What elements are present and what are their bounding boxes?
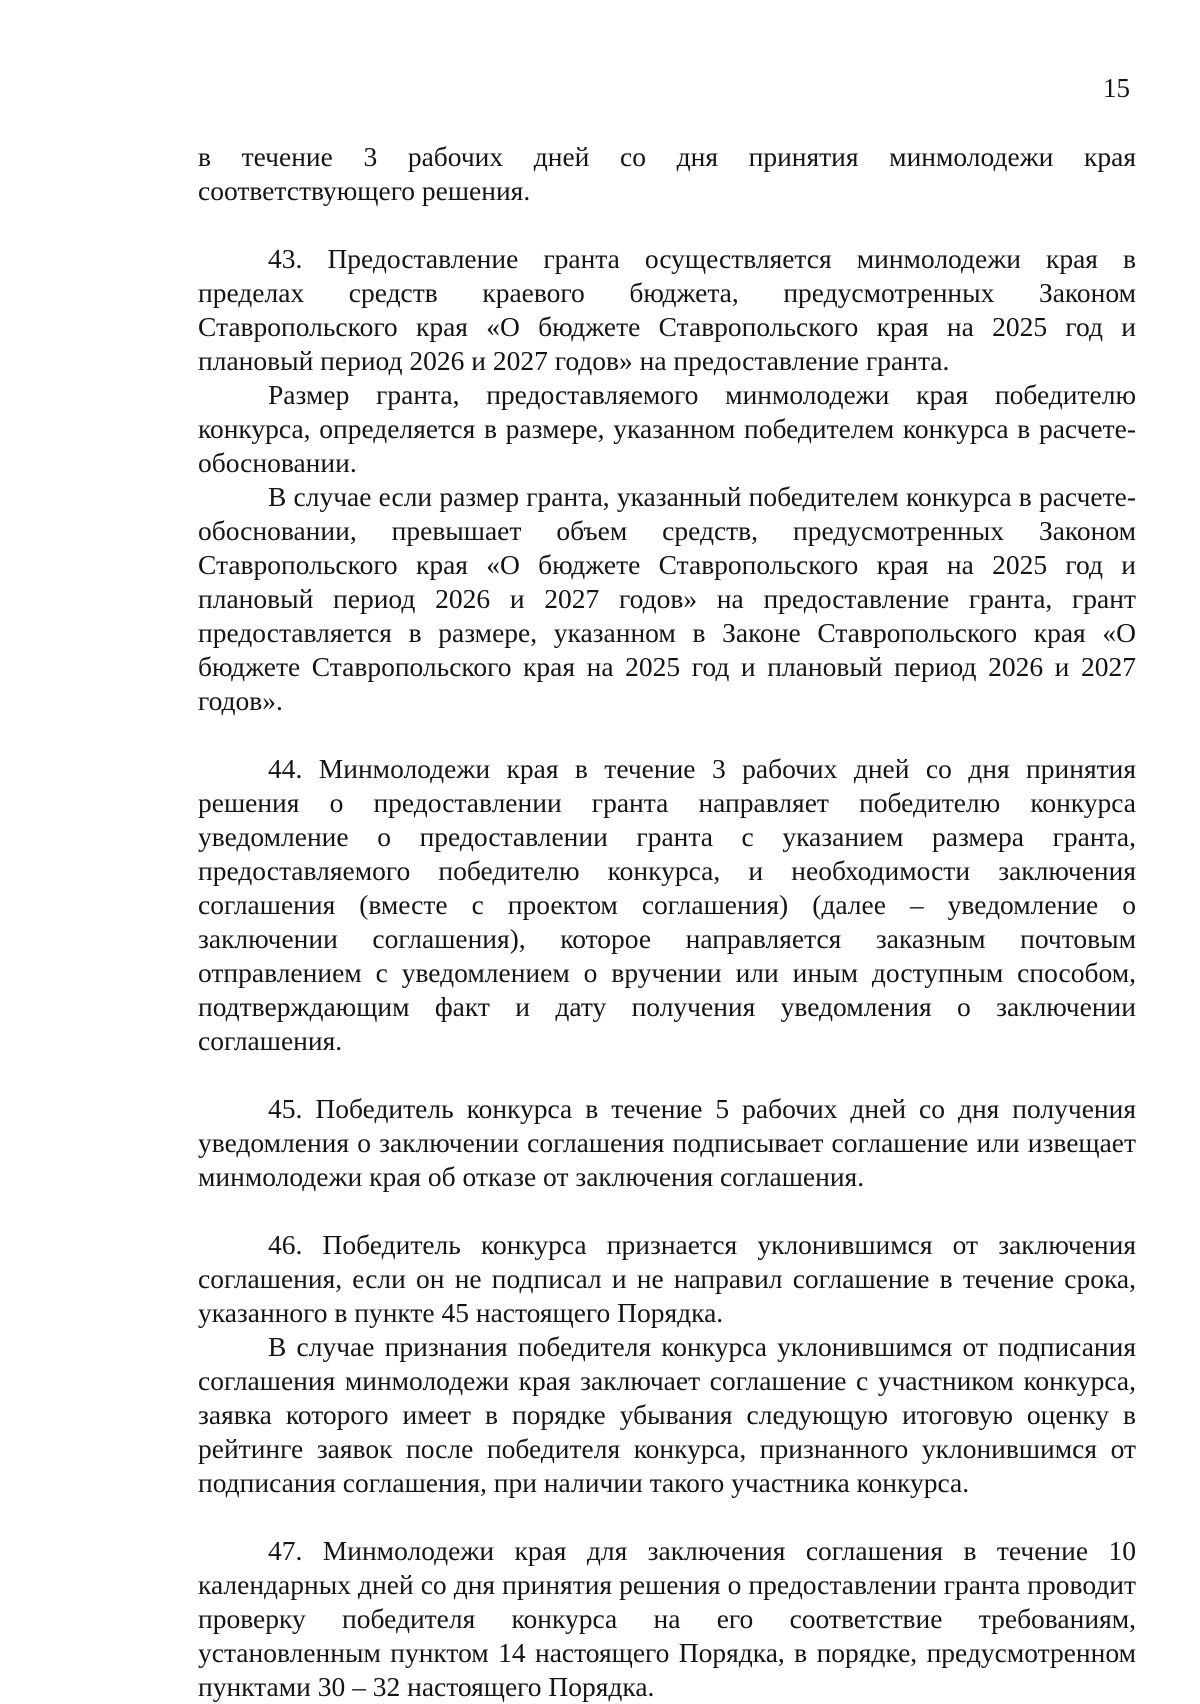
paragraph-46-evasion: В случае признания победителя конкурса уклонившимся от подписания соглашения минмолодежи края заключает соглашение с участником конкурса, заявка которого имеет в порядке убывания следующую итоговую оценку в рейтинге заявок после победителя конкурса, признанного уклонившимся от подписания соглашения, при наличии такого участника конкурса.: [198, 1331, 1136, 1498]
page-number: 15: [1103, 73, 1130, 103]
paragraph-43: 43. Предоставление гранта осуществляется минмолодежи края в пределах средств краевого бюджета, предусмотренных Законом Ставропольского края «О бюджете Ставропольского края на 2025 год и плановый период 2026 и 2027 годов» на предоставление гранта.: [198, 243, 1136, 376]
paragraph-47: 47. Минмолодежи края для заключения соглашения в течение 10 календарных дней со дня принятия решения о предоставлении гранта проводит проверку победителя конкурса на его соответствие требованиям, установленным пунктом 14 настоящего Порядка, в порядке, предусмотренном пунктами 30 – 32 настоящего Порядка.: [198, 1535, 1136, 1702]
document-body: [198, 140, 1136, 1704]
paragraph-45: 45. Победитель конкурса в течение 5 рабочих дней со дня получения уведомления о заключении соглашения подписывает соглашение или извещает минмолодежи края об отказе от заключения соглашения.: [198, 1093, 1136, 1192]
paragraph-43-grant-excess: В случае если размер гранта, указанный победителем конкурса в расчете-обосновании, превышает объем средств, предусмотренных Законом Ставропольского края «О бюджете Ставропольского края на 2025 год и плановый период 2026 и 2027 годов» на предоставление гранта, грант предоставляется в размере, указанном в Законе Ставропольского края «О бюджете Ставропольского края на 2025 год и плановый период 2026 и 2027 годов».: [198, 481, 1136, 716]
paragraph-46: 46. Победитель конкурса признается уклонившимся от заключения соглашения, если он не подписал и не направил соглашение в течение срока, указанного в пункте 45 настоящего Порядка.: [198, 1229, 1136, 1328]
paragraph-44: 44. Минмолодежи края в течение 3 рабочих дней со дня принятия решения о предоставлении гранта направляет победителю конкурса уведомление о предоставлении гранта с указанием размера гранта, предоставляемого победителю конкурса, и необходимости заключения соглашения (вместе с проектом соглашения) (далее – уведомление о заключении соглашения), которое направляется заказным почтовым отправлением с уведомлением о вручении или иным доступным способом, подтверждающим факт и дату получения уведомления о заключении соглашения.: [198, 753, 1136, 1056]
paragraph-43-grant-size: Размер гранта, предоставляемого минмолодежи края победителю конкурса, определяется в размере, указанном победителем конкурса в расчете-обосновании.: [198, 379, 1136, 478]
paragraph-42-continuation: в течение 3 рабочих дней со дня принятия минмолодежи края соответствующего решения.: [198, 141, 1136, 206]
